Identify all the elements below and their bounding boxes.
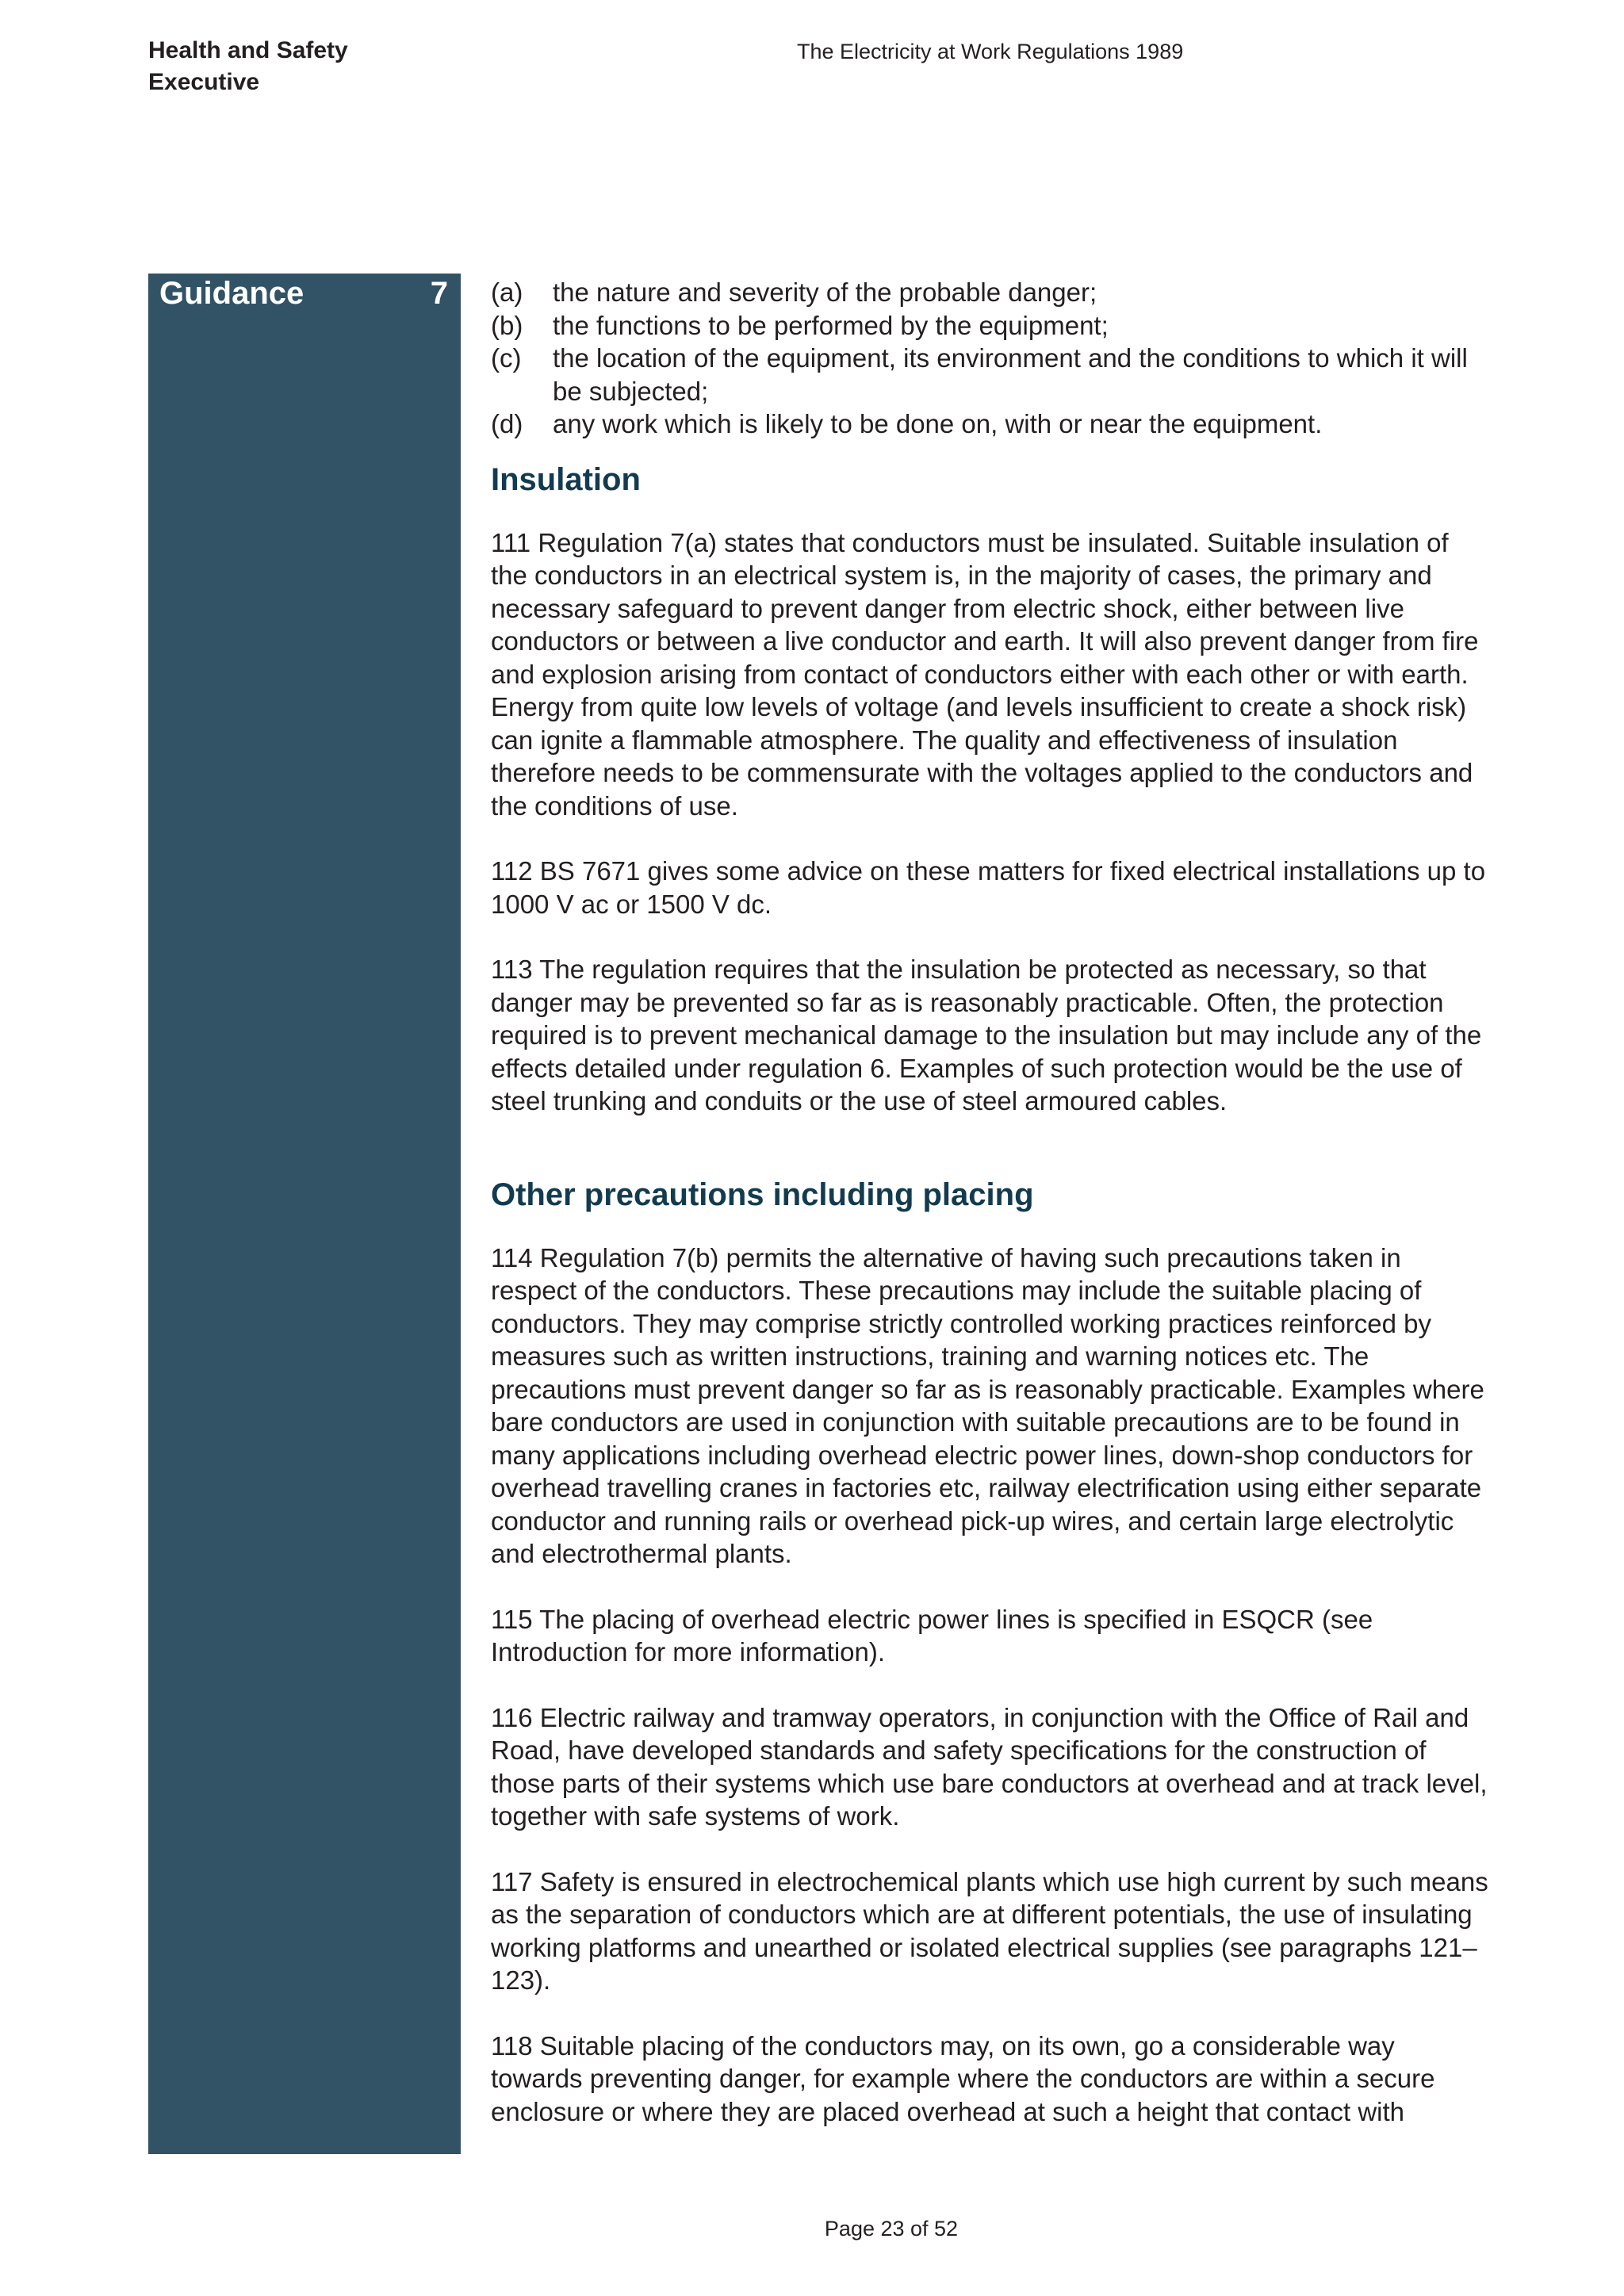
list-text: the nature and severity of the probable danger; — [553, 277, 1097, 307]
list-item — [491, 309, 1490, 342]
document-title: The Electricity at Work Regulations 1989 — [797, 40, 1184, 63]
guidance-sidebar — [148, 274, 461, 2154]
paragraph-115: 115 The placing of overhead electric power lines is specified in ESQCR (see Introduction for more information). — [491, 1604, 1373, 1667]
list-marker: (b) — [491, 310, 523, 340]
sidebar-label: Guidance — [159, 276, 304, 311]
paragraph-113: 113 The regulation requires that the insulation be protected as necessary, so that danger may be prevented so far as is reasonably practicable. Often, the protection required is to prevent mechanical damage to the insulation but may include any of the effects detailed under regulation 6. Examples of such protection would be the use of steel trunking and conduits or the use of steel armoured cables. — [491, 955, 1482, 1115]
list-text: any work which is likely to be done on, with or near the equipment. — [553, 409, 1323, 438]
page-number: Page 23 of 52 — [824, 2217, 959, 2241]
list-item — [491, 408, 1490, 441]
paragraph-117: 117 Safety is ensured in electrochemical plants which use high current by such means as the separation of conductors which are at different potentials, the use of insulating working platforms and unearthed or isolated electrical supplies (see paragraphs 121–123). — [491, 1866, 1488, 1995]
list-marker: (d) — [491, 409, 523, 438]
list-text: the functions to be performed by the equipment; — [553, 310, 1109, 340]
publisher-line-2: Executive — [148, 69, 260, 95]
heading-insulation: Insulation — [491, 461, 641, 497]
sidebar-regulation-number: 7 — [430, 276, 448, 311]
paragraph-116: 116 Electric railway and tramway operators, in conjunction with the Office of Rail and Road, have developed standards and safety specifications for the construction of those parts of their systems which use bare conductors at overhead and at track level, together with safe systems of work. — [491, 1702, 1488, 1831]
list-item — [491, 342, 1490, 408]
factor-list — [491, 276, 1490, 441]
heading-other-precautions: Other precautions including placing — [491, 1177, 1034, 1212]
list-text: the location of the equipment, its environment and the conditions to which it will be subjected; — [553, 343, 1468, 406]
publisher-line-1: Health and Safety — [148, 37, 348, 63]
main-content — [491, 276, 1490, 2128]
paragraph-114: 114 Regulation 7(b) permits the alternative of having such precautions taken in respect of the conductors. These precautions may include the suitable placing of conductors. They may comprise strictly controlled working practices reinforced by measures such as written instructions, training and warning notices etc. The precautions must prevent danger so far as is reasonably practicable. Examples where bare conductors are used in conjunction with suitable precautions are to be found in many applications including overhead electric power lines, down-shop conductors for overhead travelling cranes in factories etc, railway electrification using either separate conductor and running rails or overhead pick-up wires, and certain large electrolytic and electrothermal plants. — [491, 1242, 1484, 1568]
paragraph-111: 111 Regulation 7(a) states that conductors must be insulated. Suitable insulation of the conductors in an electrical system is, in the majority of cases, the primary and necessary safeguard to prevent danger from electric shock, either between live conductors or between a live conductor and earth. It will also prevent danger from fire and explosion arising from contact of conductors either with each other or with earth. Energy from quite low levels of voltage (and levels insufficient to create a shock risk) can ignite a flammable atmosphere. The quality and effectiveness of insulation therefore needs to be commensurate with the voltages applied to the conductors and the conditions of use. — [491, 527, 1479, 821]
list-marker: (a) — [491, 277, 523, 307]
list-marker: (c) — [491, 343, 522, 373]
list-item — [491, 276, 1490, 309]
paragraph-118: 118 Suitable placing of the conductors may, on its own, go a considerable way towards preventing danger, for example where the conductors are within a secure enclosure or where they are placed overhead at such a height that contact with — [491, 2030, 1435, 2126]
paragraph-112: 112 BS 7671 gives some advice on these matters for fixed electrical installations up to 1000 V ac or 1500 V dc. — [491, 856, 1486, 919]
publisher-name — [148, 35, 348, 98]
